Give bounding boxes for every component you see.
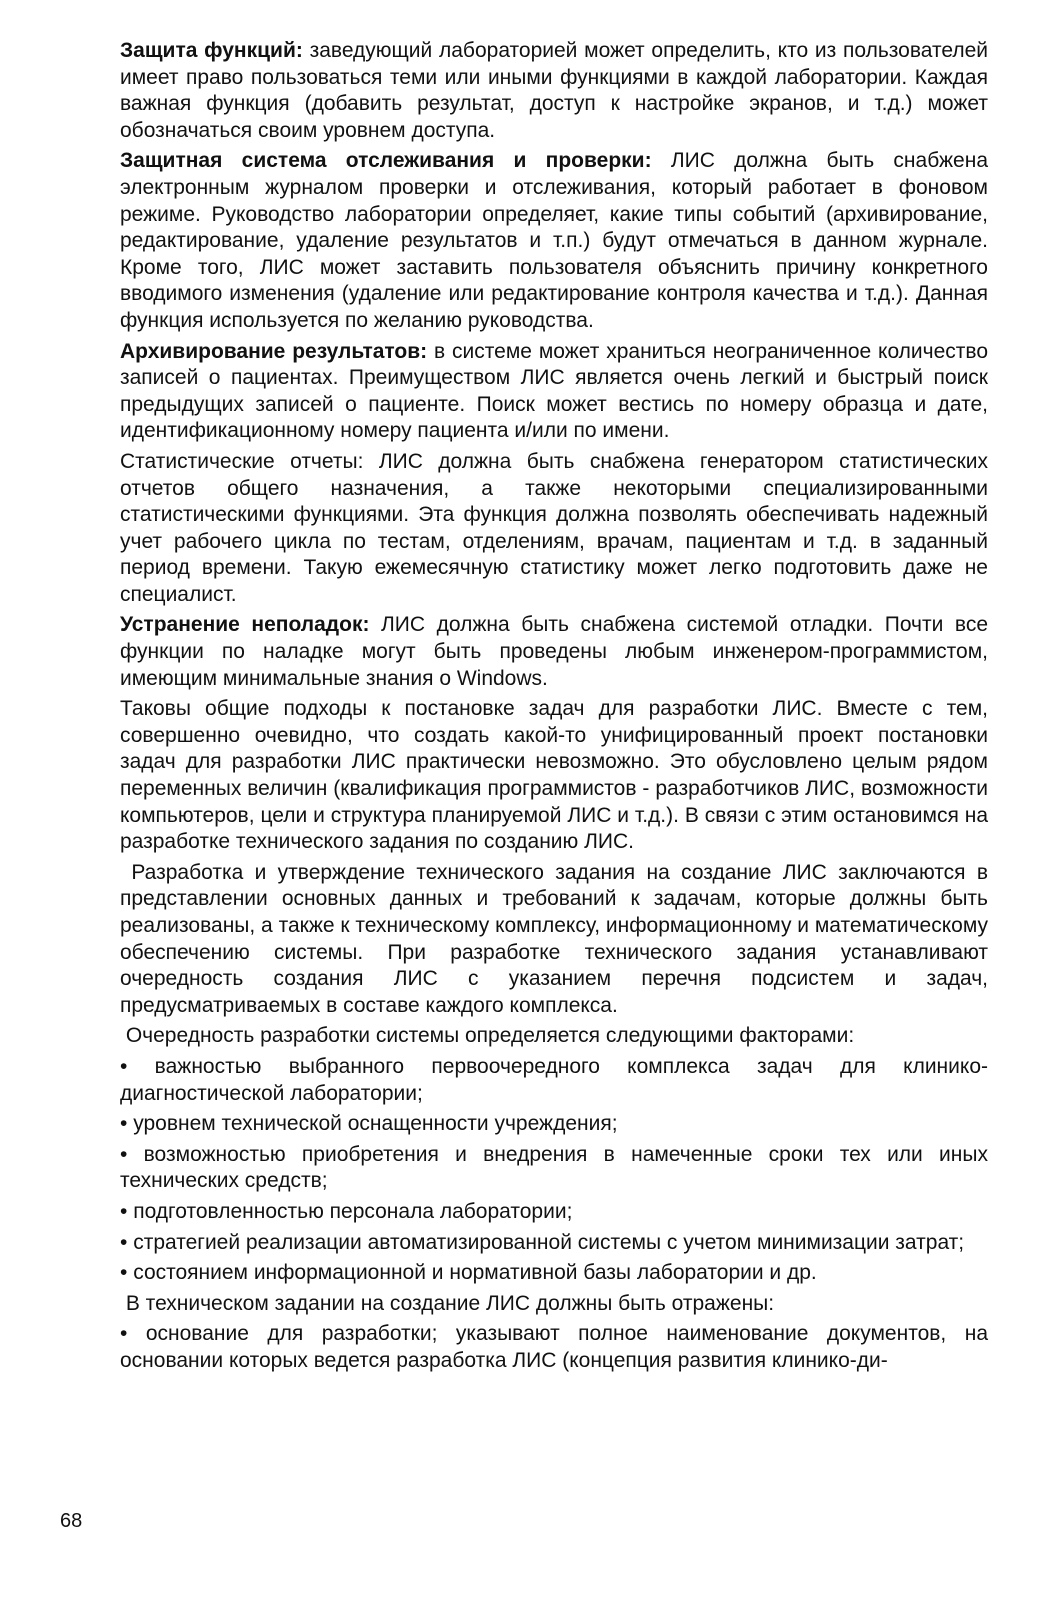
list-item-text: состоянием информационной и нормативной базы лаборатории и др. — [133, 1261, 817, 1285]
paragraph-tz-intro — [120, 1291, 988, 1318]
list-item — [120, 1260, 988, 1287]
page-number: 68 — [60, 1510, 83, 1532]
paragraph-statistics — [120, 449, 988, 609]
paragraph-troubleshooting — [120, 612, 988, 692]
list-item-text: стратегией реализации автоматизированной системы с учетом минимизации затрат; — [133, 1230, 965, 1254]
list-item-text: уровнем технической оснащенности учреждения; — [133, 1112, 618, 1136]
paragraph-text: Разработка и утверждение технического задания на создание ЛИС заключаются в представлении основных данных и требований к задачам, которые должны быть реализованы, а также к техническому комплексу, информационному и математическому обеспечению системы. При разработке технического задания устанавливают очередность создания ЛИС с указанием перечня подсистем и задач, предусматриваемых в составе каждого комплекса. — [120, 860, 989, 1017]
paragraph-text: Очередность разработки системы определяется следующими факторами: — [125, 1024, 855, 1048]
list-item — [120, 1321, 988, 1374]
term-label: Защитная система отслеживания и проверки: — [120, 149, 652, 173]
list-item-text: основание для разработки; указывают полное наименование документов, на основании которых ведется разработка ЛИС (концепция развития клинико-ди- — [120, 1322, 988, 1372]
term-label: Архивирование результатов: — [120, 339, 428, 363]
bullet-marker: • — [120, 1199, 128, 1223]
list-item-text: возможностью приобретения и внедрения в намеченные сроки тех или иных технических средств; — [120, 1142, 988, 1193]
paragraph-text: в системе может храниться неограниченное количество записей о пациентах. Преимуществом ЛИС является очень легкий и быстрый поиск предыдущих записей о пациенте. Поиск может вестись по номеру образца и дате, идентификационному номеру пациента и/или по имени. — [120, 339, 989, 443]
paragraph-text: Таковы общие подходы к постановке задач для разработки ЛИС. Вместе с тем, совершенно очевидно, что создать какой-то унифицированный проект постановки задач для разработки ЛИС практически невозможно. Это обусловлено целым рядом переменных величин (квалификация программистов - разработчиков ЛИС, возможности компьютеров, цели и структура планируемой ЛИС и т.д.). В связи с этим остановимся на разработке технического задания по созданию ЛИС. — [120, 697, 988, 854]
bullet-marker: • — [120, 1112, 128, 1136]
paragraph-order-factors — [120, 1023, 988, 1050]
list-item — [120, 1054, 988, 1107]
paragraph-text: В техническом задании на создание ЛИС должны быть отражены: — [125, 1291, 775, 1315]
list-item — [120, 1142, 988, 1195]
term-label: Устранение неполадок: — [120, 613, 370, 637]
paragraph-technical-assignment — [120, 860, 988, 1020]
paragraph-audit-trail — [120, 148, 988, 334]
body-text — [120, 38, 988, 1379]
list-item-text: подготовленностью персонала лаборатории; — [133, 1199, 573, 1223]
list-item — [120, 1230, 988, 1257]
list-item — [120, 1199, 988, 1226]
paragraph-archiving — [120, 339, 988, 445]
bullet-marker: • — [120, 1230, 128, 1254]
paragraph-text: заведующий лабораторией может определить, кто из пользователей имеет право пользоваться теми или иными функциями в каждой лаборатории. Каждая важная функция (добавить результат, доступ к настройке экранов, и т.д.) может обозначаться своим уровнем доступа. — [120, 39, 988, 142]
bullet-marker: • — [120, 1322, 128, 1346]
bullet-marker: • — [120, 1054, 128, 1078]
bullet-marker: • — [120, 1142, 128, 1166]
paragraph-general-approaches — [120, 696, 988, 856]
paragraph-text: Статистические отчеты: ЛИС должна быть снабжена генератором статистических отчетов общего назначения, а также некоторыми специализированными статистическими функциями. Эта функция должна позволять обеспечивать надежный учет рабочего цикла по тестам, отделениям, врачам, пациентам и т.д. в заданный период времени. Такую ежемесячную статистику может легко подготовить даже не специалист. — [120, 449, 988, 606]
list-item — [120, 1111, 988, 1138]
paragraph-text: ЛИС должна быть снабжена электронным журналом проверки и отслеживания, который работает в фоновом режиме. Руководство лаборатории определяет, какие типы событий (архивирование, редактирование, удаление результатов и т.п.) будут отмечаться в данном журнале. Кроме того, ЛИС может заставить пользователя объяснить причину конкретного вводимого изменения (удаление или редактирование контроля качества и т.д.). Данная функция используется по желанию руководства. — [120, 149, 988, 332]
paragraph-function-protection — [120, 38, 988, 144]
list-item-text: важностью выбранного первоочередного комплекса задач для клинико-диагностической лаборатории; — [120, 1054, 988, 1105]
bullet-marker: • — [120, 1261, 128, 1285]
paragraph-text: ЛИС должна быть снабжена системой отладки. Почти все функции по наладке могут быть проведены любым инженером-программистом, имеющим минимальные знания о Windows. — [120, 613, 988, 690]
term-label: Защита функций: — [120, 39, 303, 62]
